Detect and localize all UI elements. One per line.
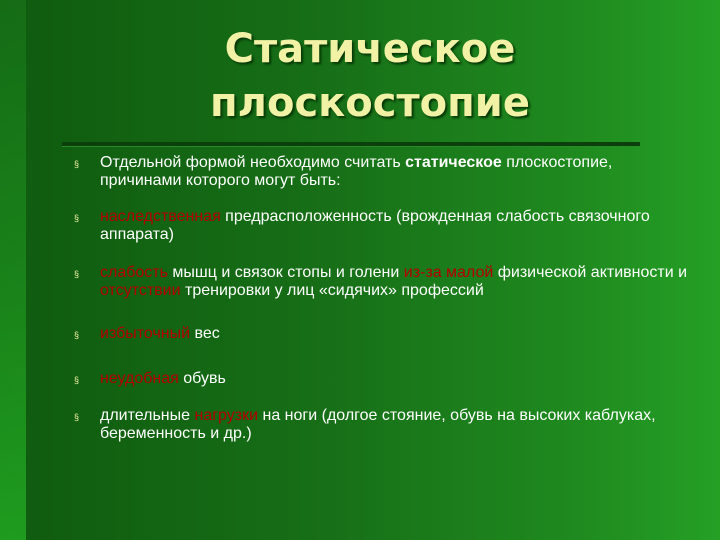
highlighted-term: слабость [100,264,168,281]
title-line-1: Статическое [224,26,516,72]
list-item [74,154,694,190]
text-segment: мышц и связок стопы и голени [167,264,404,281]
text-segment: предрасположенность (врожденная слабость связочного аппарата) [100,208,650,243]
list-item-text [100,370,694,389]
highlighted-term: отсутствии [100,282,181,299]
title-line-2: плоскостопие [210,80,530,126]
list-item [74,264,694,300]
text-segment: на ноги (долгое стояние, обувь на высоких каблуках, беременность и др.) [100,407,656,442]
text-segment: тренировки у лиц «сидячих» профессий [180,282,484,299]
text-segment: длительные [100,407,195,424]
text-segment: обувь [178,370,226,387]
bullet-icon: § [74,213,80,223]
bullet-icon: § [74,375,80,385]
highlighted-term: нагрузки [194,407,259,424]
title-divider [62,142,640,146]
text-segment: физической активности и [493,264,688,281]
text-segment: плоскостопие, причинами которого могут быть: [100,154,613,189]
list-item [74,325,694,344]
bullet-icon: § [74,269,80,279]
left-edge-glow [0,0,26,540]
bullet-icon: § [74,330,80,340]
bold-term: статическое [405,154,502,171]
text-segment: Отдельной формой необходимо считать [100,154,406,171]
list-item-text [100,407,694,443]
list-item [74,407,694,443]
list-item-text [100,325,694,344]
highlighted-term: из-за малой [403,264,494,281]
slide-title [90,22,650,130]
list-item-text [100,264,694,300]
list-item-text [100,208,694,244]
highlighted-term: избыточный [100,325,191,342]
list-item-text [100,154,694,190]
bullet-icon: § [74,412,80,422]
highlighted-term: неудобная [100,370,179,387]
bullet-icon: § [74,159,80,169]
text-segment: вес [190,325,220,342]
highlighted-term: наследственная [100,208,221,225]
list-item [74,208,694,244]
list-item [74,370,694,389]
